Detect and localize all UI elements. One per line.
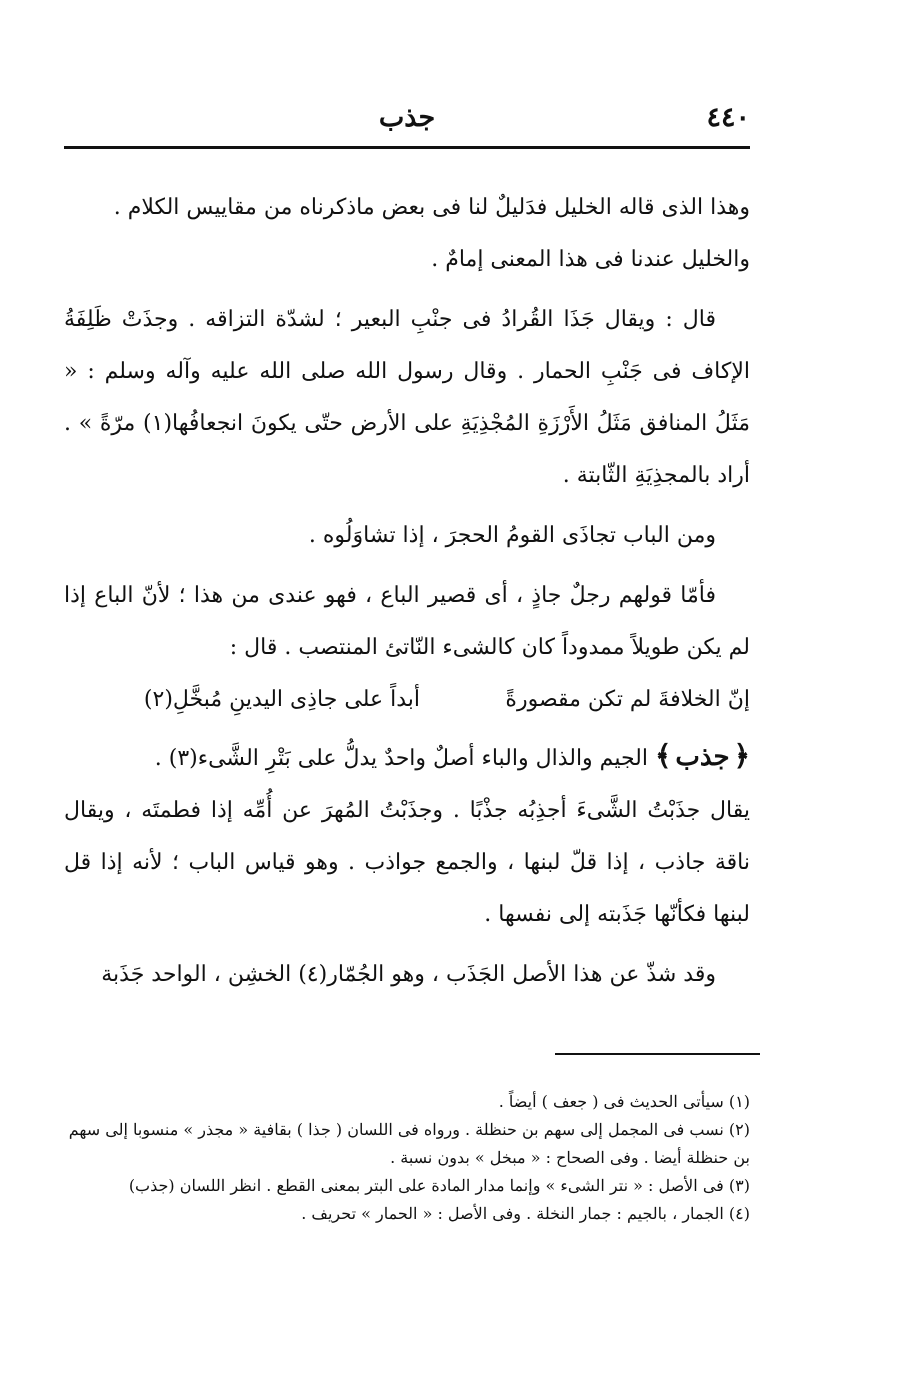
poetry-verse — [64, 674, 750, 730]
paragraph: وهذا الذى قاله الخليل فدَليلٌ لنا فى بعض ماذكرناه من مقاييس الكلام . — [113, 195, 750, 220]
running-head: جذب — [378, 102, 436, 133]
ornamental-bracket-open: ﴿ — [733, 739, 750, 772]
paragraph: قال : ويقال جَذَا القُرادُ فى جنْبِ البعير ؛ لشدّة التزاقه . وجذَتْ ظَلِفَةُ الإكاف فى جَنْبِ الحمار . وقال رسول الله صلى الله عليه وآله وسلم : « مَثَلُ المنافق مَثَلُ الأَرْزَةِ المُجْذِيَةِ على الأرض حتّى يكونَ انجعافُها(١) مرّةً » . أراد بالمجذِيَةِ الثّابتة . — [64, 307, 750, 488]
paragraph: وقد شذّ عن هذا الأصل الجَذَب ، وهو الجُمّار(٤) الخشِن ، الواحد جَذَبة — [101, 962, 716, 987]
verse-first-hemistich: إنّ الخلافةَ لم تكن مقصورةً — [505, 687, 750, 712]
entry-definition: الجيم والذال والباء أصلٌ واحدٌ يدلُّ على بَتْرِ الشَّىء(٣) . — [154, 746, 648, 771]
main-text — [64, 182, 750, 1001]
dictionary-entry — [64, 730, 750, 785]
footnotes — [64, 1088, 750, 1228]
footnote-rule — [555, 1053, 760, 1055]
page-number: ٤٤٠ — [706, 102, 750, 133]
paragraph: والخليل عندنا فى هذا المعنى إمامٌ . — [431, 247, 750, 272]
paragraph: ومن الباب تجاذَى القومُ الحجرَ ، إذا تشاوَلُوه . — [308, 523, 716, 548]
footnote: (١) سيأتى الحديث فى ( جعف ) أيضاً . — [498, 1092, 750, 1111]
paragraph: فأمّا قولهم رجلٌ جاذٍ ، أى قصير الباع ، فهو عندى من هذا ؛ لأنّ الباع إذا لم يكن طويلاً ممدوداً كان كالشىء النّاتئ المنتصب . قال : — [64, 583, 750, 660]
entry-headword: جذب — [675, 742, 730, 772]
footnote: (٢) نسب فى المجمل إلى سهم بن حنظلة . ورواه فى اللسان ( جذا ) بقافية « مجذر » منسوبا إلى سهم بن حنظلة أيضا . وفى الصحاح : « مبخل » بدون نسبة . — [68, 1120, 750, 1167]
footnote: (٤) الجمار ، بالجيم : جمار النخلة . وفى الأصل : « الحمار » تحريف . — [301, 1204, 750, 1223]
page-header — [64, 102, 750, 138]
footnote: (٣) فى الأصل : « نتر الشىء » وإنما مدار المادة على البتر بمعنى القطع . انظر اللسان (جذب) — [128, 1176, 750, 1195]
verse-second-hemistich: أبداً على جاذِى اليدينِ مُبخَّلِ(٢) — [143, 687, 420, 712]
paragraph: يقال جذَبْتُ الشَّىءَ أجذِبُه جذْبًا . وجذَبْتُ المُهرَ عن أُمِّه إذا فطمتَه ، ويقال ناقة جاذب ، إذا قلّ لبنها ، والجمع جواذب . وهو قياس الباب ؛ لأنه إذا قل لبنها فكأنّها جَذَبته إلى نفسها . — [64, 798, 750, 927]
ornamental-bracket-close: ﴾ — [654, 739, 672, 772]
header-rule — [64, 146, 750, 149]
